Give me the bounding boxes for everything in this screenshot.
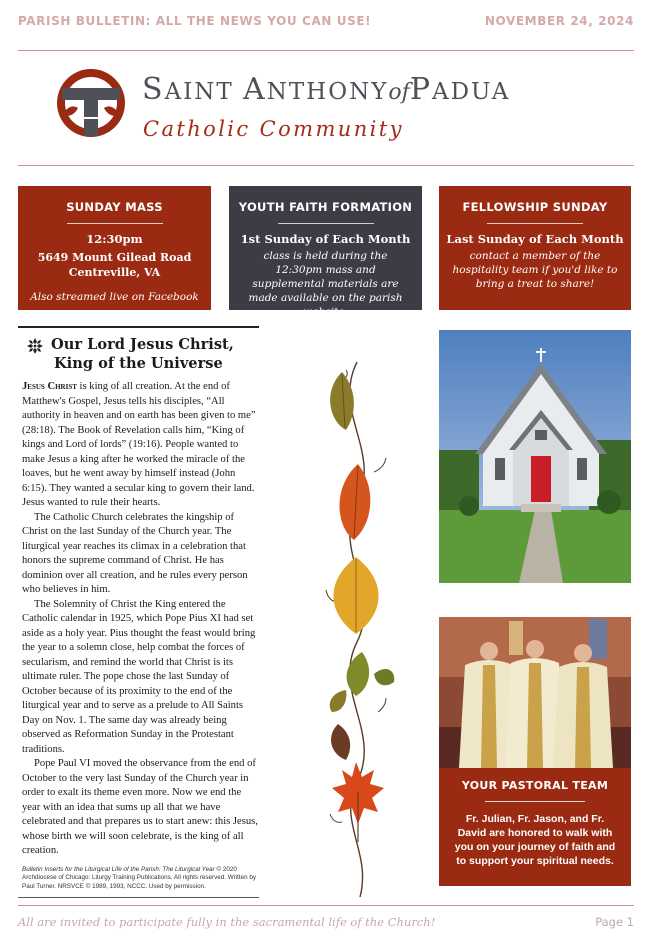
team-divider (485, 801, 585, 802)
article-lead: Jesus Christ (22, 381, 77, 392)
box-line: Centreville, VA (68, 266, 161, 279)
team-title: YOUR PASTORAL TEAM (461, 779, 609, 792)
parish-name-part: ADUA (432, 79, 511, 105)
parish-logo-icon (54, 66, 128, 140)
three-priests-photo (439, 617, 631, 768)
article-paragraph: The Solemnity of Christ the King entered the Catholic calendar in 1925, which Pope Pius XI had set aside as a holy year. Pius thought the feast would bring the year to a solemn close, help combat the forces of secularism, and remind the world that Christ is its ultimate ruler. The pope chose the last Sunday of October because of its proximity to the end of the liturgical year and to serve as a prelude to All Saints Day on Nov. 1. The same day was already being observed as Reformation Sunday in the Protestant traditions. (22, 598, 256, 755)
article-title (51, 335, 256, 373)
youth-faith-formation-box (229, 186, 422, 318)
brand-rule (18, 165, 634, 166)
autumn-leaves-vine-icon (312, 352, 402, 902)
pastoral-team-box (439, 768, 631, 886)
article-paragraph: Pope Paul VI moved the observance from the end of October to the very last Sunday of the Church year in order to exalt its theme even more. Now we end the year with an idea that sums up all that we have celebrated and that prepares us to start anew: this Jesus, whose birth we will soon celebrate, is the king of all creation. (22, 758, 258, 856)
parish-name-part: of (388, 80, 410, 105)
footer-invite: All are invited to participate fully in the sacramental life of the Church! (18, 915, 436, 929)
article-title-line2: King of the Universe (54, 355, 223, 372)
header-rule (18, 50, 634, 51)
box-note: class is held during the 12:30pm mass and supplemental materials are made available on the parish website. (248, 250, 403, 318)
box-note: contact a member of the hospitality team if you'd like to bring a treat to share! (452, 250, 618, 290)
fellowship-sunday-box (439, 186, 631, 310)
article-body (22, 380, 258, 859)
team-body: Fr. Julian, Fr. Jason, and Fr. David are honored to walk with you on your journey of faith and to support your spiritual needs. (454, 813, 616, 867)
article-paragraph: The Catholic Church celebrates the kingship of Christ on the last Sunday of the Church year. The liturgical year reaches its climax in a celebration that honors the supreme command of Christ. He has dominion over all creation, and he rules every person who believes in him. (22, 511, 248, 595)
box-divider (67, 223, 163, 224)
parish-subtitle: Catholic Community (143, 117, 404, 141)
bulletin-header (18, 14, 634, 32)
parish-name (142, 72, 510, 107)
box-line: 5649 Mount Gilead Road (37, 251, 192, 264)
parish-name-part: A (243, 72, 267, 107)
parish-name-part: P (409, 72, 432, 107)
article-paragraph (22, 380, 258, 511)
white-chapel-photo (439, 330, 631, 583)
sunday-mass-box (18, 186, 211, 310)
footer-rule (18, 905, 634, 906)
parish-name-part: AINT (164, 79, 244, 105)
box-divider (278, 223, 374, 224)
bulletin-kicker: PARISH BULLETIN: ALL THE NEWS YOU CAN USE! (18, 14, 372, 28)
article-title-line1: Our Lord Jesus Christ, (51, 336, 234, 353)
page-number: Page 1 (595, 915, 634, 929)
credit-text: © 2020 Archdiocese of Chicago: Liturgy Training Publications. All rights reserved. Written by Paul Turner. NRSVCE © 1989, 1993, NCCC. Used by permission. (22, 865, 257, 890)
box-title: YOUTH FAITH FORMATION (238, 200, 413, 214)
parish-name-part: S (142, 72, 165, 107)
box-note: Also streamed live on Facebook (30, 291, 199, 303)
parish-name-part: NTHONY (266, 79, 389, 105)
article-paragraph-text: is king of all creation. At the end of Matthew's Gospel, Jesus tells his disciples, “All authority in heaven and on earth has been given to me” (28:18). The Book of Revelation calls him, “King of kings and Lord of lords” (19:16). People wanted to make Jesus a king after he worked the miracle of the loaves, but he went away by himself instead (John 6:15). They wanted a secular king to govern their land. Jesus wanted to rule their hearts. (22, 381, 256, 508)
christ-the-king-article (18, 326, 259, 898)
box-headline: Last Sunday of Each Month (446, 232, 624, 246)
bulletin-date: NOVEMBER 24, 2024 (484, 14, 634, 28)
credit-source: Bulletin Inserts for the Liturgical Life of the Parish: The Liturgical Year (22, 865, 215, 873)
ornament-cross-icon (26, 337, 44, 355)
box-headline: 1st Sunday of Each Month (240, 232, 411, 246)
box-headline: 12:30pm (86, 232, 143, 246)
box-title: SUNDAY MASS (66, 200, 163, 214)
article-credit (22, 866, 258, 891)
box-title: FELLOWSHIP SUNDAY (462, 200, 608, 214)
box-divider (487, 223, 583, 224)
